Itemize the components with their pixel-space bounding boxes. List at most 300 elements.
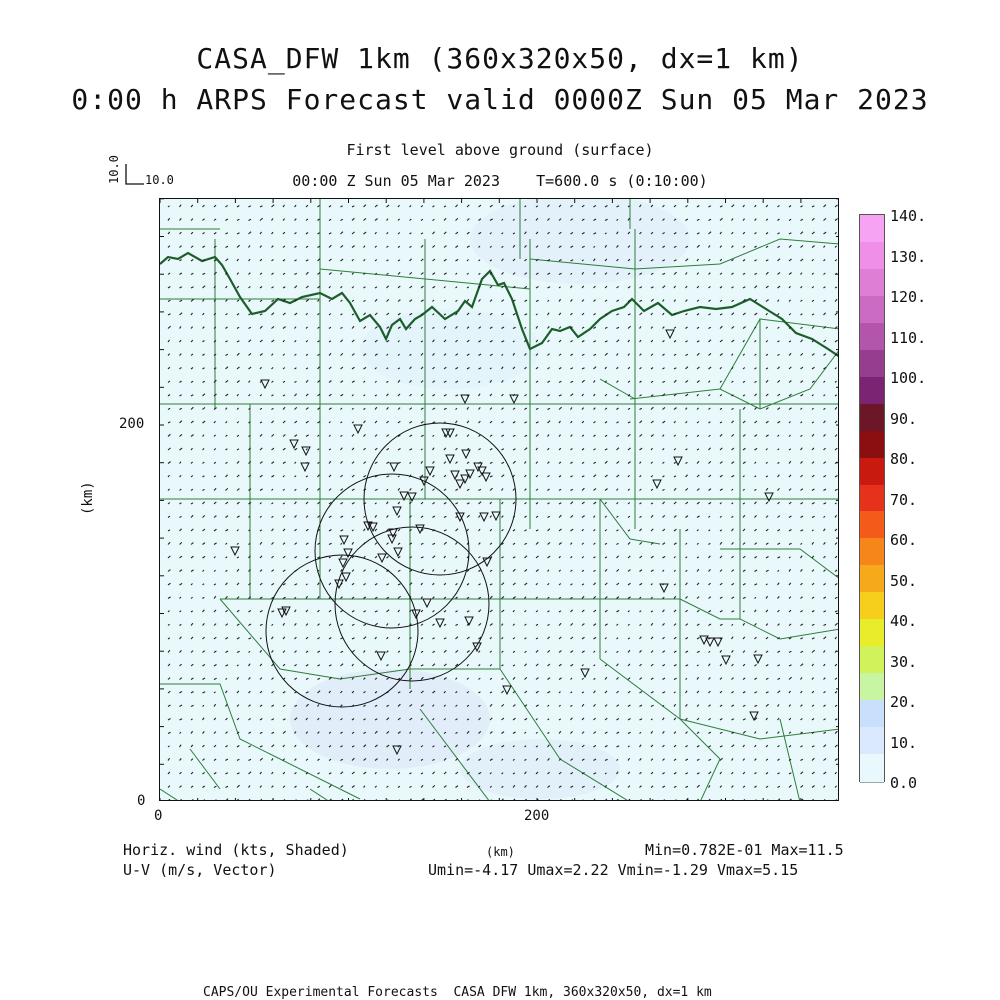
county-boundary — [700, 759, 720, 801]
wind-vector — [387, 313, 389, 315]
wind-vector — [640, 542, 642, 544]
wind-vector — [709, 530, 711, 531]
wind-vector — [283, 313, 286, 315]
wind-vector — [444, 597, 446, 599]
wind-vector — [571, 340, 573, 342]
wind-vector — [272, 503, 274, 504]
wind-vector — [617, 367, 619, 369]
wind-vector — [812, 638, 815, 639]
wind-vector — [812, 746, 814, 747]
wind-vector — [180, 503, 182, 504]
wind-vector — [755, 273, 757, 274]
wind-vector — [686, 475, 688, 477]
wind-vector — [559, 448, 561, 450]
wind-vector — [249, 394, 251, 396]
wind-vector — [640, 624, 642, 625]
wind-vector — [686, 759, 688, 761]
wind-vector — [686, 529, 689, 531]
map-plot-area — [159, 198, 839, 801]
wind-vector — [203, 394, 205, 396]
station-marker — [416, 525, 424, 533]
wind-vector — [249, 732, 251, 734]
wind-vector — [318, 583, 320, 585]
wind-vector — [433, 583, 435, 585]
wind-vector — [571, 651, 574, 653]
wind-vector — [674, 449, 676, 451]
wind-vector — [467, 637, 470, 639]
wind-vector — [640, 354, 642, 356]
wind-vector — [720, 354, 723, 356]
wind-vector — [502, 516, 504, 518]
wind-vector — [272, 232, 274, 234]
wind-vector — [536, 408, 538, 409]
wind-vector — [789, 367, 791, 369]
wind-vector — [421, 651, 423, 652]
wind-vector — [709, 516, 711, 518]
colorbar-segment — [860, 377, 884, 406]
wind-vector — [180, 354, 182, 356]
wind-vector — [778, 341, 780, 342]
wind-vector — [375, 543, 377, 545]
wind-vector — [513, 691, 515, 693]
wind-vector — [709, 799, 711, 801]
wind-vector — [594, 462, 596, 463]
wind-vector — [467, 273, 469, 274]
wind-vector — [168, 799, 170, 801]
wind-vector — [237, 341, 239, 342]
wind-vector — [375, 515, 377, 517]
wind-vector — [490, 800, 492, 801]
station-marker — [394, 548, 402, 556]
colorbar-segment — [860, 700, 884, 729]
wind-vector — [329, 273, 332, 275]
wind-vector — [329, 489, 331, 491]
wind-vector — [502, 502, 504, 504]
wind-vector — [352, 570, 354, 572]
wind-vector — [686, 300, 688, 302]
wind-vector — [755, 800, 757, 801]
wind-vector — [444, 408, 447, 409]
wind-vector — [755, 232, 757, 234]
wind-vector — [594, 691, 596, 693]
wind-vector — [582, 637, 585, 639]
wind-vector — [801, 245, 804, 247]
station-marker — [461, 395, 469, 403]
wind-vector — [318, 678, 321, 679]
colorbar-label: 90. — [890, 409, 918, 428]
wind-vector — [605, 394, 607, 396]
wind-vector — [502, 435, 504, 437]
wind-vector — [582, 502, 585, 504]
wind-vector — [490, 488, 493, 490]
wind-vector — [674, 732, 676, 734]
wind-vector — [755, 286, 757, 288]
wind-vector — [456, 597, 458, 599]
wind-vector — [709, 435, 711, 436]
wind-vector — [398, 557, 400, 559]
wind-vector — [237, 665, 239, 666]
wind-vector — [674, 596, 676, 598]
wind-vector — [375, 260, 377, 262]
wind-vector — [306, 368, 308, 369]
wind-vector — [582, 300, 584, 302]
wind-vector — [444, 232, 446, 234]
wind-vector — [283, 448, 286, 450]
wind-vector — [835, 515, 837, 517]
wind-vector — [743, 786, 745, 788]
wind-vector — [341, 300, 343, 302]
wind-vector — [766, 692, 769, 693]
wind-vector — [766, 732, 768, 734]
wind-vector — [651, 503, 653, 504]
wind-vector — [214, 759, 216, 761]
wind-vector — [467, 515, 470, 517]
wind-vector — [766, 704, 769, 706]
wind-vector — [720, 799, 722, 801]
wind-vector — [674, 704, 676, 706]
wind-vector — [824, 705, 826, 707]
wind-vector — [502, 704, 504, 706]
wind-vector — [766, 543, 768, 545]
wind-vector — [260, 624, 263, 625]
wind-vector — [387, 260, 389, 261]
wind-vector — [743, 462, 746, 464]
wind-vector — [824, 354, 827, 356]
wind-vector — [536, 705, 539, 707]
wind-vector — [318, 435, 320, 437]
wind-vector — [375, 205, 378, 207]
wind-vector — [743, 407, 745, 409]
wind-vector — [755, 786, 757, 788]
wind-vector — [801, 772, 803, 774]
wind-vector — [651, 273, 653, 274]
wind-vector — [789, 651, 791, 652]
wind-vector — [410, 435, 413, 437]
wind-vector — [697, 583, 699, 585]
wind-vector — [513, 597, 516, 599]
wind-vector — [318, 475, 320, 477]
wind-vector — [720, 597, 722, 599]
station-marker — [510, 395, 518, 403]
wind-vector — [582, 286, 584, 288]
wind-vector — [789, 422, 791, 424]
wind-vector — [663, 610, 665, 612]
wind-vector — [605, 449, 607, 450]
wind-vector — [686, 367, 688, 369]
station-marker — [503, 686, 511, 694]
colorbar-segment — [860, 538, 884, 567]
wind-vector — [272, 583, 274, 585]
wind-vector — [467, 205, 469, 207]
wind-vector — [536, 611, 538, 613]
wind-vector — [260, 556, 262, 558]
wind-vector — [755, 570, 758, 572]
wind-vector — [329, 381, 331, 383]
wind-vector — [364, 475, 366, 477]
y-axis-label: (km) — [80, 481, 96, 515]
wind-vector — [697, 394, 699, 396]
wind-vector — [559, 664, 562, 666]
wind-vector — [697, 502, 700, 504]
wind-vector — [812, 354, 814, 356]
wind-vector — [778, 435, 780, 437]
wind-vector — [375, 435, 377, 437]
wind-vector — [548, 313, 550, 315]
wind-vector — [272, 273, 274, 275]
wind-vector — [203, 664, 205, 666]
wind-vector — [191, 705, 194, 706]
wind-vector — [168, 570, 170, 572]
wind-vector — [732, 650, 734, 652]
wind-vector — [525, 651, 527, 652]
wind-vector — [628, 772, 630, 774]
station-marker — [377, 652, 385, 660]
wind-vector — [766, 718, 768, 720]
wind-vector — [410, 773, 412, 774]
wind-vector — [709, 597, 711, 599]
wind-vector — [651, 407, 653, 409]
wind-vector — [329, 219, 331, 220]
wind-vector — [375, 219, 378, 221]
wind-vector — [835, 556, 837, 558]
wind-vector — [571, 529, 574, 531]
wind-vector — [318, 488, 320, 490]
wind-vector — [594, 624, 597, 626]
wind-vector — [203, 678, 206, 680]
station-marker — [446, 455, 454, 463]
wind-vector — [824, 624, 827, 625]
wind-vector — [536, 556, 539, 558]
wind-vector — [548, 503, 550, 504]
wind-vector — [559, 678, 562, 680]
wind-vector — [548, 462, 550, 464]
wind-vector — [398, 394, 400, 396]
county-boundary — [600, 659, 720, 759]
wind-vector — [617, 327, 620, 328]
wind-vector — [214, 246, 216, 247]
wind-vector — [559, 651, 561, 653]
wind-vector — [249, 651, 251, 652]
wind-vector — [226, 421, 228, 423]
wind-vector — [778, 624, 780, 626]
wind-vector — [755, 340, 757, 342]
wind-vector — [318, 786, 320, 787]
wind-vector — [536, 489, 538, 491]
wind-vector — [640, 448, 643, 450]
wind-vector — [168, 354, 170, 356]
wind-vector — [237, 530, 239, 532]
wind-vector — [674, 421, 676, 423]
wind-vector — [789, 516, 791, 518]
wind-vector — [789, 408, 792, 410]
wind-vector — [789, 773, 791, 774]
wind-vector — [214, 692, 216, 693]
colorbar-segment — [860, 296, 884, 325]
wind-vector — [789, 543, 792, 544]
title-line-2: 0:00 h ARPS Forecast valid 0000Z Sun 05 Mar 2023 — [71, 83, 929, 116]
wind-vector — [697, 691, 699, 693]
wind-vector — [214, 704, 216, 706]
wind-vector — [594, 354, 597, 355]
wind-vector — [640, 340, 642, 342]
wind-vector — [375, 611, 378, 612]
wind-vector — [732, 205, 735, 207]
wind-vector — [226, 475, 228, 477]
wind-vector — [456, 408, 458, 409]
wind-vector — [226, 529, 229, 531]
wind-vector — [295, 205, 297, 207]
wind-vector — [203, 340, 205, 342]
wind-vector — [766, 260, 768, 261]
wind-vector — [479, 678, 481, 680]
wind-vector — [835, 368, 837, 370]
wind-vector — [663, 354, 665, 356]
wind-vector — [203, 623, 205, 625]
wind-vector — [720, 206, 723, 207]
wind-vector — [594, 704, 596, 706]
wind-vector — [835, 299, 837, 301]
wind-vector — [260, 300, 262, 301]
wind-vector — [295, 786, 297, 788]
station-marker — [436, 619, 444, 627]
wind-vector — [329, 651, 331, 652]
wind-vector — [651, 287, 654, 288]
wind-vector — [364, 772, 367, 774]
wind-vector — [214, 570, 216, 571]
wind-vector — [651, 692, 654, 694]
wind-vector — [180, 205, 182, 207]
wind-vector — [513, 422, 515, 424]
wind-vector — [732, 273, 734, 275]
wind-vector — [697, 705, 699, 707]
wind-vector — [502, 637, 504, 639]
wind-vector — [766, 786, 768, 787]
wind-vector — [582, 665, 584, 667]
wind-vector — [824, 542, 826, 544]
wind-vector — [697, 785, 700, 787]
wind-vector — [249, 759, 252, 760]
wind-vector — [720, 340, 723, 342]
wind-vector — [755, 260, 757, 261]
wind-vector — [191, 692, 194, 694]
wind-vector — [490, 651, 492, 653]
wind-vector — [824, 232, 827, 234]
wind-vector — [755, 219, 757, 221]
wind-vector — [375, 489, 378, 490]
wind-vector — [295, 476, 297, 477]
wind-vector — [559, 597, 561, 598]
wind-vector — [272, 650, 274, 652]
wind-vector — [674, 773, 676, 775]
wind-vector — [640, 395, 642, 396]
wind-vector — [766, 570, 769, 571]
wind-vector — [732, 489, 734, 491]
wind-vector — [306, 557, 309, 559]
wind-vector — [720, 650, 722, 652]
wind-vector — [720, 462, 722, 464]
wind-vector — [341, 245, 344, 247]
wind-vector — [283, 246, 285, 248]
wind-vector — [249, 340, 251, 342]
wind-vector — [502, 583, 504, 585]
wind-vector — [180, 218, 182, 220]
wind-vector — [237, 353, 239, 355]
wind-vector — [697, 597, 699, 599]
wind-vector — [525, 556, 527, 558]
wind-vector — [375, 381, 377, 382]
wind-vector — [536, 638, 538, 639]
wind-vector — [720, 678, 722, 680]
wind-vector — [605, 651, 607, 652]
wind-vector — [594, 313, 596, 315]
wind-vector — [398, 773, 400, 775]
station-marker — [653, 480, 661, 488]
wind-vector — [743, 327, 746, 329]
wind-vector — [295, 286, 297, 288]
wind-vector — [456, 448, 458, 450]
wind-vector — [789, 718, 791, 720]
wind-vector — [628, 624, 630, 625]
wind-vector — [732, 287, 734, 288]
wind-vector — [295, 637, 297, 639]
wind-vector — [559, 503, 561, 504]
wind-vector — [214, 408, 217, 410]
wind-vector — [502, 421, 504, 423]
colorbar-label: 70. — [890, 490, 918, 509]
wind-vector — [387, 623, 389, 625]
wind-vector — [674, 584, 676, 585]
wind-vector — [502, 488, 504, 490]
wind-vector — [180, 489, 182, 491]
wind-vector — [755, 354, 757, 356]
wind-vector — [697, 677, 699, 679]
radar-range-ring — [335, 527, 489, 681]
wind-vector — [295, 772, 297, 774]
wind-vector — [628, 597, 631, 599]
wind-vector — [168, 206, 170, 207]
wind-vector — [778, 233, 780, 234]
wind-vector — [203, 407, 206, 409]
wind-vector — [364, 381, 366, 383]
wind-vector — [249, 314, 251, 315]
wind-vector — [306, 233, 308, 235]
wind-vector — [824, 516, 826, 517]
wind-vector — [444, 448, 446, 450]
wind-vector — [743, 705, 745, 706]
wind-vector — [559, 570, 561, 572]
wind-vector — [835, 637, 837, 639]
wind-vector — [191, 719, 193, 720]
wind-vector — [594, 557, 596, 558]
wind-vector — [582, 529, 584, 531]
wind-vector — [559, 462, 561, 464]
wind-vector — [697, 773, 700, 774]
wind-vector — [663, 651, 665, 653]
wind-vector — [237, 557, 239, 558]
wind-vector — [743, 800, 745, 802]
wind-vector — [628, 408, 630, 409]
wind-vector — [571, 597, 573, 598]
wind-vector — [686, 745, 688, 747]
wind-vector — [168, 732, 171, 733]
wind-vector — [801, 461, 803, 463]
wind-vector — [203, 462, 205, 464]
wind-vector — [617, 516, 619, 518]
wind-vector — [801, 624, 803, 626]
x-tick-200: 200 — [524, 808, 550, 824]
wind-vector — [490, 462, 492, 463]
wind-vector — [295, 678, 297, 680]
